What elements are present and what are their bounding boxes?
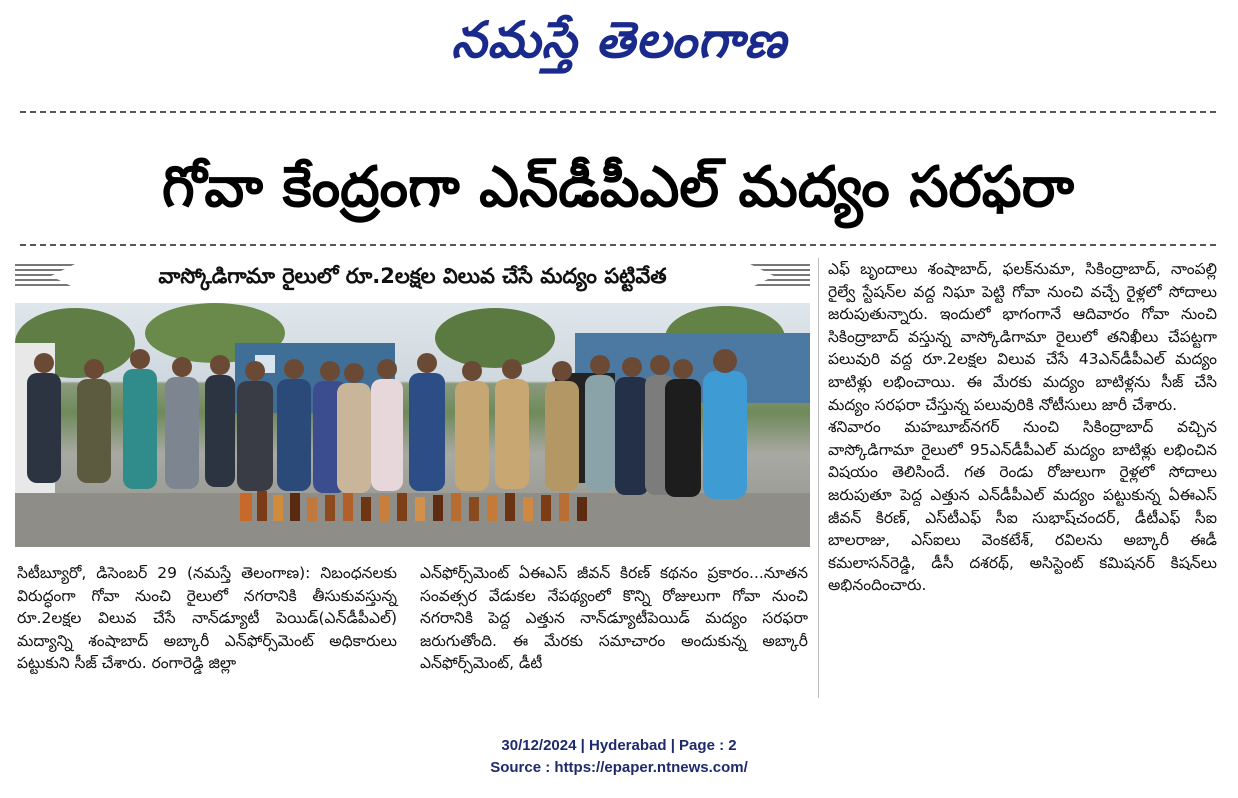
deck-text: వాస్కోడిగామా రైలులో రూ.2లక్షల విలువ చేసే మద్యం పట్టివేత (158, 264, 667, 288)
article-column-left (17, 562, 397, 675)
article-column-middle (420, 562, 808, 675)
column-divider (818, 258, 819, 698)
article-deck (15, 258, 810, 294)
edition-info: 30/12/2024 | Hyderabad | Page : 2 (501, 737, 737, 754)
news-photo (15, 303, 810, 547)
page-footer (0, 735, 1238, 779)
article-headline: గోవా కేంద్రంగా ఎన్‌డీపీఎల్ మద్యం సరఫరా (161, 155, 1075, 220)
deck-right-ornament (750, 264, 810, 288)
column-middle-text: ఎన్‌ఫోర్స్‌మెంట్ ఏఈఎస్ జీవన్ కిరణ్ కథనం ప్రకారం...నూతన సంవత్సర వేడుకల నేపథ్యంలో కొన్ని రోజులుగా గోవా నుంచి నగరానికి పెద్ద ఎత్తున నాన్‌డ్యూటీపెయిడ్ మద్యం సరఫరా జరుగుతోంది. ఈ మేరకు సమాచారం అందుకున్న అబ్కారీ ఎన్‌ఫోర్స్‌మెంట్, డీటీ (420, 564, 808, 673)
column-right-text-1: ఎఫ్ బృందాలు శంషాబాద్, ఫలక్‌నుమా, సికింద్రాబాద్, నాంపల్లి రైల్వే స్టేషన్‌ల వద్ద నిఘా పెట్టి గోవా నుంచి వచ్చే రైళ్లలో సోదాలు జరుపుతున్నారు. ఇందులో భాగంగానే ఆదివారం గోవా నుంచి సికింద్రాబాద్ వస్తున్న వాస్కోడిగామా రైలులో తనిఖీలు చేపట్టగా పలువురి వద్ద రూ.2లక్షల విలువ చేసే 43ఎన్‌డీపీఎల్ మద్యం బాటిళ్లు లభించాయి. ఈ మేరకు మద్యం బాటిళ్లను సీజ్ చేసి మద్యం సరఫరా చేస్తున్న పలువురికి నోటీసులు జారీ చేశారు. (828, 260, 1217, 414)
newspaper-logo: నమస్తే తెలంగాణ (451, 10, 787, 69)
headline-divider (20, 244, 1216, 246)
article-column-right (828, 258, 1217, 597)
column-left-text: సిటీబ్యూరో, డిసెంబర్ 29 (నమస్తే తెలంగాణ): నిబంధనలకు విరుద్ధంగా గోవా నుంచి రైలులో నగరానికి తీసుకువస్తున్న రూ.2లక్షల విలువ చేసే నాన్‌డ్యూటీ పెయిడ్(ఎన్‌డీపీఎల్) మద్యాన్ని శంషాబాద్ అబ్కారీ ఎన్‌ఫోర్స్‌మెంట్ అధికారులు పట్టుకుని సీజ్ చేశారు. రంగారెడ్డి జిల్లా (17, 564, 397, 673)
masthead (0, 0, 1238, 100)
source-link[interactable]: Source : https://epaper.ntnews.com/ (490, 759, 748, 776)
deck-left-ornament (15, 264, 75, 288)
top-divider (20, 111, 1216, 113)
column-right-text-2: శనివారం మహబూబ్‌నగర్ నుంచి సికింద్రాబాద్ వచ్చిన వాస్కోడిగామా రైలులో 95ఎన్‌డీపీఎల్ మద్యం బాటిళ్లు లభించిన విషయం తెలిసిందే. గత రెండు రోజులుగా రైళ్లలో సోదాలు జరుపుతూ పెద్ద ఎత్తున ఎన్‌డీపీఎల్ మద్యం పట్టుకున్న ఏఈఎస్ జీవన్ కిరణ్, ఎస్‌టీఎఫ్ సీఐ సుభాష్‌చందర్, డీటీఎఫ్ సీఐ బాలరాజు, ఎస్‌ఐలు వెంకటేశ్, రవిలను అబ్కారీ ఈడీ కమలాసన్‌రెడ్డి, డీసీ దశరథ్, అసిస్టెంట్ కమిషనర్ కిషన్‌లు అభినందించారు. (828, 418, 1217, 595)
group-photo-illustration (15, 303, 810, 547)
